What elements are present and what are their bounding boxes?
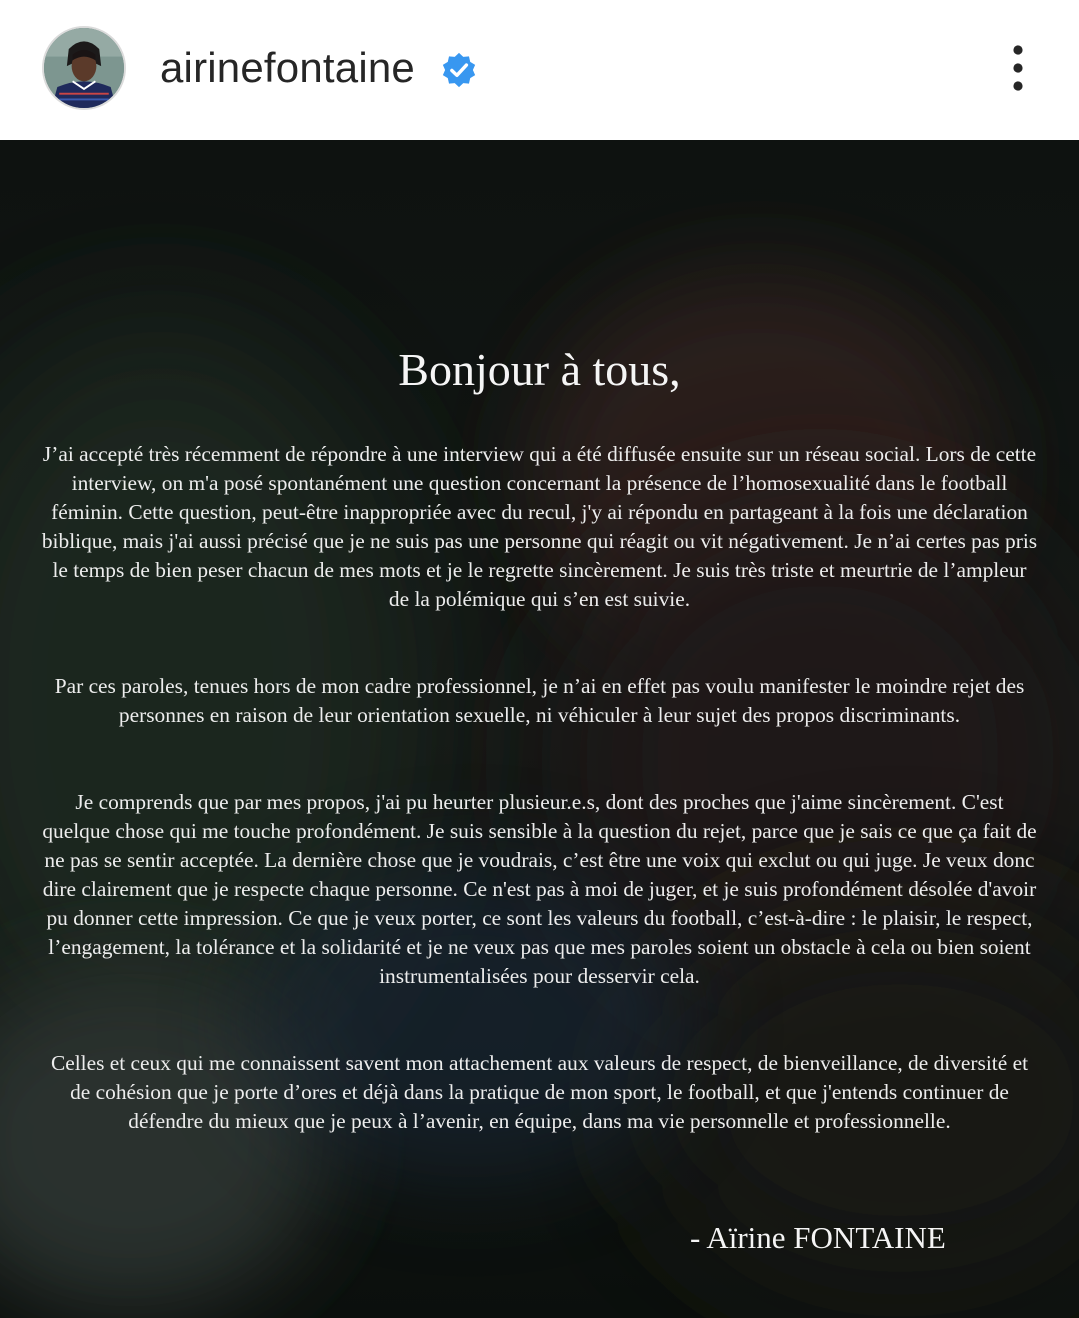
paragraph-2: Par ces paroles, tenues hors de mon cadre professionnel, je n’ai en effet pas voulu manifester le moindre rejet des personnes en raison de leur orientation sexuelle, ni véhiculer à leur sujet des propos discriminants. [54, 674, 1025, 727]
avatar-image [44, 28, 124, 108]
paragraph-1: J’ai accepté très récemment de répondre à une interview qui a été diffusée ensuite sur un réseau social. Lors de cette interview, on m'a posé spontanément une question concernant la présence de l’homosexualité dans le football féminin. Cette question, peut-être inappropriée avec du recul, j'y ai répondu en partageant à la fois une déclaration biblique, mais j'ai aussi précisé que je ne suis pas une personne qui réagit ou vit négativement. Je n’ai certes pas pris le temps de bien peser chacun de mes mots et je le regrette sincèrement. Je suis très triste et meurtrie de l’ampleur de la polémique qui s’en est suivie. [41, 442, 1038, 611]
post-text-content [0, 140, 1079, 1318]
post-title: Bonjour à tous, [398, 344, 681, 395]
verified-badge-icon [440, 51, 478, 89]
post-image[interactable] [0, 140, 1079, 1318]
more-vertical-icon[interactable] [994, 38, 1042, 100]
paragraph-3: Je comprends que par mes propos, j'ai pu heurter plusieur.e.s, dont des proches que j'aime sincèrement. C'est quelque chose qui me touche profondément. Je suis sensible à la question du rejet, parce que je sais ce que ça fait de ne pas se sentir acceptée. La dernière chose que je voudrais, c’est être une voix qui exclut ou qui juge. Je veux donc dire clairement que je respecte chaque personne. Ce n'est pas à moi de juger, et je suis profondément désolée d'avoir pu donner cette impression. Ce que je veux porter, ce sont les valeurs du football, c’est-à-dire : le plaisir, le respect, l’engagement, la tolérance et la solidarité et je ne veux pas que mes paroles soient un obstacle à cela ou bien soient instrumentalisées pour desservir cela. [42, 790, 1037, 988]
signature: - Aïrine FONTAINE [690, 1220, 946, 1255]
post-header [0, 0, 1079, 140]
username[interactable]: airinefontaine [160, 44, 415, 91]
avatar[interactable] [42, 26, 126, 110]
paragraph-4: Celles et ceux qui me connaissent savent mon attachement aux valeurs de respect, de bienveillance, de diversité et de cohésion que je porte d’ores et déjà dans la pratique de mon sport, le football, et que j'entends continuer de défendre du mieux que je peux à l’avenir, en équipe, dans ma vie personnelle et professionnelle. [50, 1051, 1029, 1133]
